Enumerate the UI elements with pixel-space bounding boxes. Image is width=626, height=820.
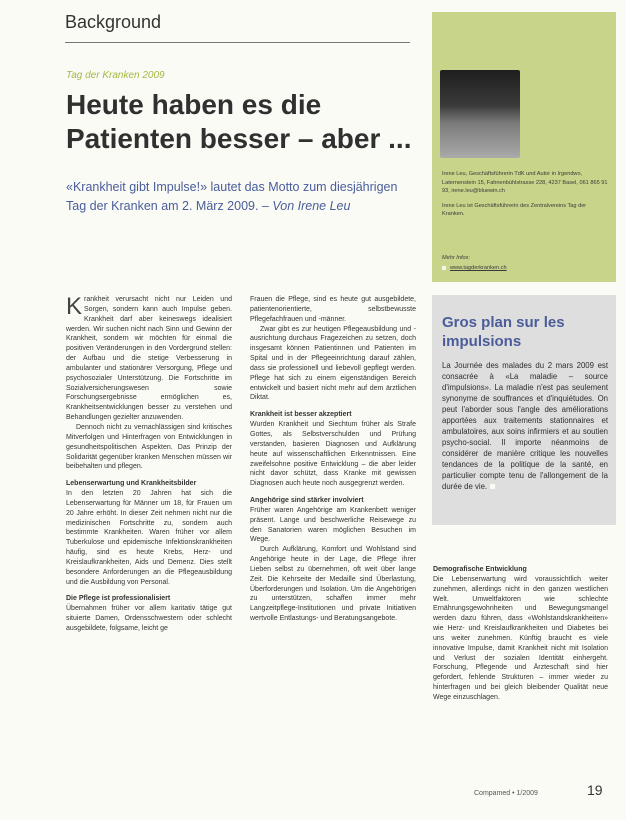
author-bio [442,170,610,219]
col1-paragraph-2: Dennoch nicht zu vernachlässigen sind kritisches Mitverfolgen und Hinterfragen von Entwicklungen in gesundheitspolitischen Aspekten. Das Prinzip der Solidarität gegenüber kranken Menschen müssen wir beibehalten und pflegen. [66,423,232,471]
col1-heading-1: Lebenserwartung und Krankheitsbilder [66,480,197,488]
lead-paragraph [66,178,416,216]
kicker: Tag der Kranken 2009 [66,70,165,81]
page-number: 19 [587,782,603,798]
more-info-label: Mehr Infos: [442,255,470,261]
col2-heading-2: Angehörige sind stärker involviert [250,497,364,505]
french-box-title: Gros plan sur les impulsions [442,314,565,350]
end-mark-icon [490,484,495,489]
lead-author: Von Irene Leu [272,199,351,213]
section-label: Background [65,12,162,32]
article-column-2 [250,295,416,624]
col2-paragraph-2: Zwar gibt es zur heutigen Pflegeausbildung und -ausrichtung durchaus Fragezeichen zu setzen, doch insgesamt können Patientinnen und Patienten im Spital und in der Pflegeeinrichtung darauf zählen, dass sie professionell und liebevoll gepflegt werden. Pflege hat sich zu einem eigenständigen Bereich entwickelt und basiert nicht mehr auf dem ärztlichen Diktat. [250,325,416,402]
col2-paragraph-4: Früher waren Angehörige am Krankenbett weniger präsent. Lange und beschwerliche Reisewege zu den Sanatorien waren möglichen Besuchen im Wege. [250,506,416,544]
more-info-link-row [442,265,507,271]
col3-paragraph-1: Die Lebenserwartung wird voraussichtlich weiter zunehmen, allerdings nicht in den ganzen westlichen Welt. Umweltfaktoren wie schlechte Ernährungsgewohnheiten und Bewegungsmangel werden dazu führen, dass «Wohlstandskrankheiten» wie Herz- und Kreislaufkrankheiten und Diabetes bei uns weiter zunehmen. Künftig braucht es viele innovative Impulse, damit Krankheit nicht mit Isolation und Verlust der sozialen Identität einhergeht. Forschung, Pflegende und Ärzteschaft sind hier gefordert, fehlende Strukturen – immer wieder zu hinterfragen und bei gleich bleibender Qualität neue Wege einzuschlagen. [433,575,608,701]
lead-text: «Krankheit gibt Impulse!» lautet das Motto zum diesjährigen Tag der Kranken am 2. März 2009. – [66,180,398,213]
headline [66,88,426,156]
article-column-3 [433,565,608,703]
col2-paragraph-3: Wurden Krankheit und Siechtum früher als Strafe Gottes, als Selbstverschulden und Prüfung verstanden, basieren Diagnosen und Aufklärung heute auf wissenschaftlichen Erkenntnissen. Eine zweifelsohne positive Entwicklung – die aber leider nicht davor schützt, dass Kranke mit gewissen Diagnosen auch heute noch ausgegrenzt werden. [250,421,416,488]
col3-heading-1: Demografische Entwicklung [433,566,527,573]
more-info-link[interactable]: www.tagderkranken.ch [450,265,507,271]
footer-publication: Compamed • 1/2009 [474,790,538,797]
author-bio-text: Irene Leu, Geschäftsführerin TdK und Autor in Irgendwo, Laternenstein 15, Fahnenbühlstrasse 228, 4237 Basel, 061 865 91 93, irene.leu@bluewin.ch [442,171,608,194]
article-column-1 [66,295,232,634]
col1-heading-2: Die Pflege ist professionalisiert [66,595,171,603]
col1-paragraph-4: Übernahmen früher vor allem karitativ tätige gut situierte Damen, Ordensschwestern oder schlecht ausgebildete, folgsame, leicht ge [66,605,232,632]
col2-paragraph-1: Frauen die Pflege, sind es heute gut ausgebildete, patientenorientierte, selbstbewusste Pflegefachfrauen und -männer. [250,296,416,323]
headline-line-1: Heute haben es die [66,89,322,120]
col1-paragraph-1: rankheit verursacht nicht nur Leiden und Sorgen, sondern kann auch Impulse geben. Krankheit darf aber keineswegs idealisiert werden. Wir suchen nicht nach Sinn und Gewinn der Krankheit, sondern wir möchten für einmal die positiven Veränderungen in den Vordergrund stellen: der Aufbau und die stetige Verbesserung in ambulanter und stationärer Versorgung, Pflege und psychosozialer Unterstützung. Die Fortschritte im Sozialversicherungswesen sowie Forschungsergebnisse ermöglichen es, Krankheitsentwicklungen besser zu verstehen und Behandlungen gezielter anzuwenden. [66,296,232,422]
col2-heading-1: Krankheit ist besser akzeptiert [250,411,352,419]
col1-paragraph-3: In den letzten 20 Jahren hat sich die Lebenserwartung für Männer um 18, für Frauen um 20 Jahre erhöht. In dieser Zeit nehmen nicht nur die medizinischen Fortschritte zu, sondern auch bestimmte Krankheiten. Waren früher vor allem Tuberkulose und epidemische Infektionskrankheiten häufig, sind es heute Krebs, Herz- und Kreislaufkrankheiten, Aids und Demenz. Dies stellt besondere Anforderungen an die Pflegeausbildung und die Ausbildung von Personal. [66,490,232,586]
col2-paragraph-5: Durch Aufklärung, Komfort und Wohlstand sind Angehörige heute in der Lage, die Pflege ihrer Lieben selbst zu übernehmen, oft weit über lange Zeit. Die Kehrseite der Medaille sind Überlastung, Überforderungen und Isolation. Um die Angehörigen zu unterstützen, schaffen immer mehr Langzeitpflege-Institutionen und private Initiativen wertvolle Entlastungs- und Beratungsangebote. [250,546,416,623]
headline-line-2: Patienten besser – aber ... [66,123,412,154]
author-photo [440,70,520,158]
french-box-body [442,360,608,492]
section-divider [65,42,410,43]
drop-cap: K [66,293,83,320]
bullet-icon [442,266,446,270]
author-note: Irene Leu ist Geschäftsführerin des Zentralvereins Tag der Kranken. [442,202,587,217]
french-box-text: La Journée des malades du 2 mars 2009 est consacrée à «La maladie – source d'impulsions». La maladie n'est pas seulement synonyme de souffrances et d'inquiétudes. On peut l'aborder sous l'angle des améliorations apportées aux traitements stationnaires et ambulatoires, aux soins infirmiers et au soutien psycho-social. Il importe néanmoins de considérer de manière critique les nouvelles tendances de la politique de la santé, en particulier compte tenu de l'allongement de la durée de vie. [442,361,608,491]
